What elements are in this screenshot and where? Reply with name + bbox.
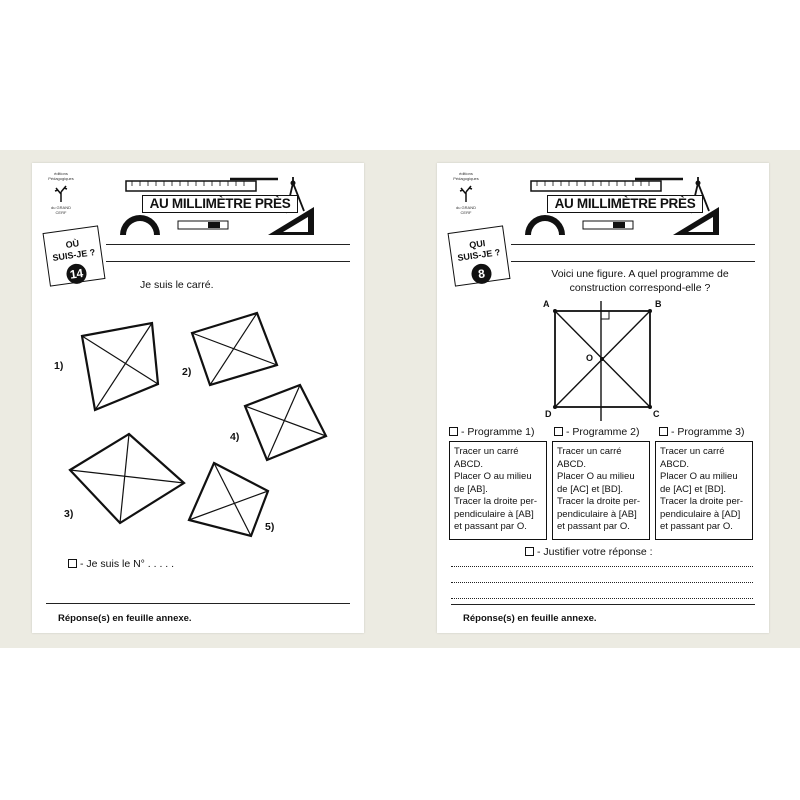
programme-3-box: [655, 441, 753, 540]
programme-line: Tracer un carré: [557, 446, 622, 457]
footer-line: [451, 604, 755, 605]
tree-icon: [52, 183, 70, 203]
activity-tag: [43, 225, 106, 286]
header-line: [106, 261, 350, 262]
programme-1-box: [449, 441, 547, 540]
tag-line-1: OÙ: [64, 238, 80, 251]
programme-line: Tracer la droite per-: [454, 496, 538, 507]
vertex-label-o: O: [586, 353, 594, 363]
programme-1-checkbox[interactable]: [449, 427, 458, 436]
footer-text: Réponse(s) en feuille annexe.: [463, 613, 597, 624]
programme-line: Placer O au milieu: [660, 471, 738, 482]
programme-line: ABCD.: [454, 458, 484, 470]
header-line: [106, 244, 350, 245]
vertex-label-d: D: [545, 409, 552, 419]
answer-line: [68, 557, 174, 571]
figure-2: [192, 313, 277, 385]
figure-label-4: 4): [230, 431, 240, 443]
programme-1-heading: - Programme 1): [449, 426, 535, 438]
programme-line: ABCD.: [557, 458, 587, 470]
footer-text: Réponse(s) en feuille annexe.: [58, 613, 192, 624]
programme-line: et passant par O.: [454, 521, 527, 532]
programme-line: et passant par O.: [660, 521, 733, 532]
footer-line: [46, 603, 350, 604]
programme-3-heading: - Programme 3): [659, 426, 745, 438]
publisher-name-top: éditions Pédagogiques: [48, 171, 74, 181]
figure-label-5: 5): [265, 521, 275, 533]
programme-line: de [AC] et [BD].: [557, 483, 623, 495]
programme-line: Tracer un carré: [454, 446, 519, 457]
tree-icon: [457, 183, 475, 203]
title-banner: [523, 177, 723, 239]
square-figure: [537, 301, 667, 427]
answer-text: - Je suis le N° . . . . .: [80, 558, 175, 570]
figure-label-3: 3): [64, 508, 74, 520]
prompt-text: Je suis le carré.: [140, 279, 214, 291]
programme-line: de [AB].: [454, 483, 488, 495]
figure-4: [245, 385, 326, 460]
answer-dotted-line[interactable]: [451, 579, 753, 583]
quadrilateral-figures: [32, 303, 364, 563]
programme-line: Tracer la droite per-: [660, 496, 744, 507]
figure-1: [82, 323, 158, 410]
justify-line: [525, 545, 653, 559]
answer-dotted-line[interactable]: [451, 563, 753, 567]
publisher-name-bottom: du GRAND CERF: [455, 205, 476, 215]
publisher-name-bottom: du GRAND CERF: [50, 205, 71, 215]
prompt-line-1: Voici une figure. A quel programme de: [551, 268, 729, 280]
banner-title: AU MILLIMÈTRE PRÈS: [142, 195, 298, 213]
figure-3: [70, 434, 184, 523]
header-line: [511, 244, 755, 245]
justify-checkbox[interactable]: [525, 547, 534, 556]
programme-line: Placer O au milieu: [454, 471, 532, 482]
programme-line: de [AC] et [BD].: [660, 483, 726, 495]
programme-2-box: [552, 441, 650, 540]
programme-line: pendiculaire à [AD]: [660, 508, 741, 520]
activity-tag: [448, 225, 511, 286]
banner-title: AU MILLIMÈTRE PRÈS: [547, 195, 703, 213]
justify-text: - Justifier votre réponse :: [537, 546, 653, 558]
vertex-label-a: A: [543, 299, 550, 309]
publisher-logo: [46, 171, 76, 215]
answer-dotted-line[interactable]: [451, 595, 753, 599]
card-qui-suis-je: [437, 163, 769, 633]
activity-number: 8: [470, 263, 493, 286]
programme-2-heading: - Programme 2): [554, 426, 640, 438]
tag-line-2: SUIS-JE ?: [51, 247, 96, 263]
programme-line: ABCD.: [660, 458, 690, 470]
programme-line: Tracer un carré: [660, 446, 725, 457]
programme-line: et passant par O.: [557, 521, 630, 532]
programme-line: Tracer la droite per-: [557, 496, 641, 507]
answer-checkbox[interactable]: [68, 559, 77, 568]
title-banner: [118, 177, 318, 239]
header-line: [511, 261, 755, 262]
figure-label-1: 1): [54, 360, 64, 372]
activity-number: 14: [65, 263, 88, 286]
vertex-label-c: C: [653, 409, 660, 419]
publisher-logo: [451, 171, 481, 215]
tag-line-2: SUIS-JE ?: [456, 247, 501, 263]
publisher-name-top: éditions Pédagogiques: [453, 171, 479, 181]
figure-5: [189, 463, 268, 536]
programme-line: Placer O au milieu: [557, 471, 635, 482]
tag-line-1: QUI: [468, 238, 486, 251]
programme-3-checkbox[interactable]: [659, 427, 668, 436]
programme-2-checkbox[interactable]: [554, 427, 563, 436]
prompt-text: [535, 267, 745, 295]
figure-label-2: 2): [182, 366, 192, 378]
prompt-line-2: construction correspond-elle ?: [569, 282, 711, 294]
vertex-label-b: B: [655, 299, 662, 309]
programme-line: pendiculaire à [AB]: [557, 508, 637, 520]
programme-line: pendiculaire à [AB]: [454, 508, 534, 520]
card-ou-suis-je: [32, 163, 364, 633]
